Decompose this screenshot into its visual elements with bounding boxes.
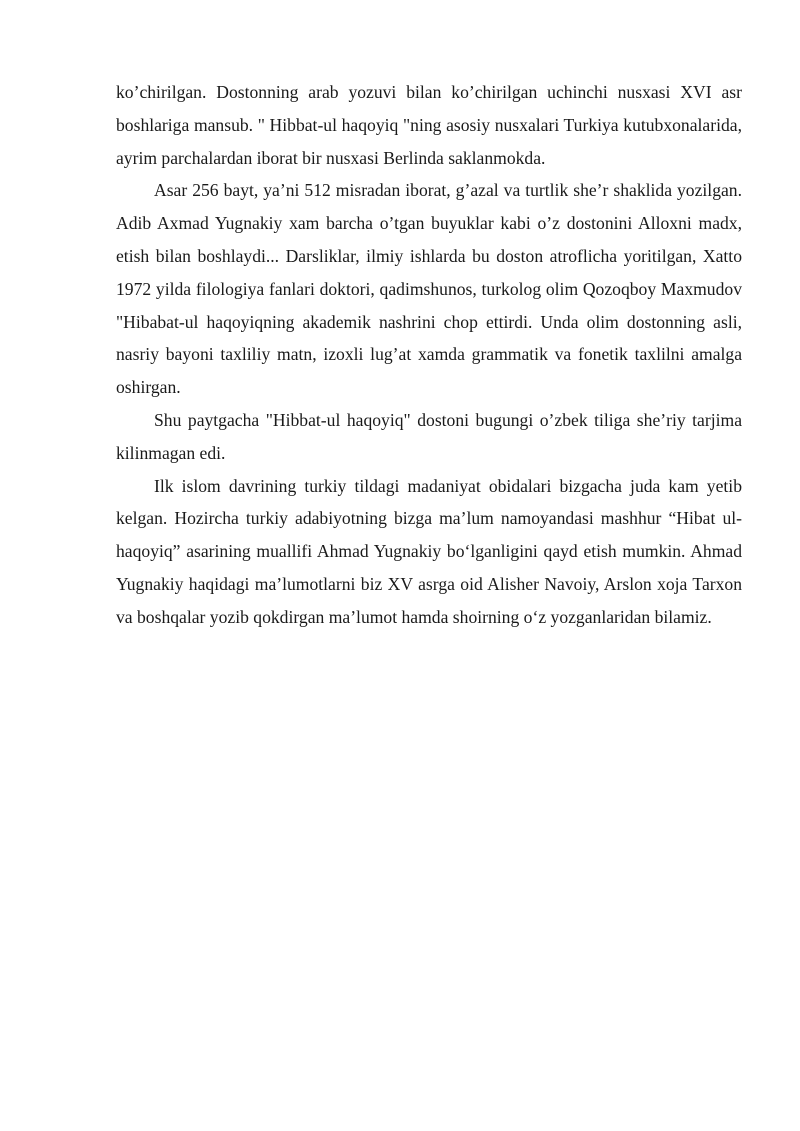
paragraph-3: Shu paytgacha "Hibbat-ul haqoyiq" dostoni bugungi o’zbek tiliga she’riy tarjima kilinmagan edi. — [116, 409, 742, 463]
paragraph-1: ko’chirilgan. Dostonning arab yozuvi bilan ko’chirilgan uchinchi nusxasi XVI asr boshlariga mansub. " Hibbat-ul haqoyiq "ning asosiy nusxalari Turkiya kutubxonalarida, ayrim parchalardan iborat bir nusxasi Berlinda saklanmokda. — [116, 82, 742, 168]
document-body — [116, 76, 742, 634]
paragraph-2: Asar 256 bayt, ya’ni 512 misradan iborat, g’azal va turtlik she’r shaklida yozilgan. Adib Axmad Yugnakiy xam barcha o’tgan buyuklar kabi o’z dostonini Alloxni madx, etish bilan boshlaydi... Darsliklar, ilmiy ishlarda bu doston atroflicha yoritilgan, Xatto 1972 yilda filologiya fanlari doktori, qadimshunos, turkolog olim Qozoqboy Maxmudov "Hibabat-ul haqoyiqning akademik nashrini chop ettirdi. Unda olim dostonning asli, nasriy bayoni taxliliy matn, izoxli lug’at xamda grammatik va fonetik taxlilni amalga oshirgan. — [116, 180, 742, 398]
paragraph-4: Ilk islom davrining turkiy tildagi madaniyat obidalari bizgacha juda kam yetib kelgan. Hozircha turkiy adabiyotning bizga ma’lum namoyandasi mashhur “Hibat ul-haqoyiq” asarining muallifi Ahmad Yugnakiy bo‘lganligini qayd etish mumkin. Ahmad Yugnakiy haqidagi ma’lumotlarni biz XV asrga oid Alisher Navoiy, Arslon xoja Tarxon va boshqalar yozib qokdirgan ma’lumot hamda shoirning o‘z yozganlaridan bilamiz. — [116, 475, 742, 627]
